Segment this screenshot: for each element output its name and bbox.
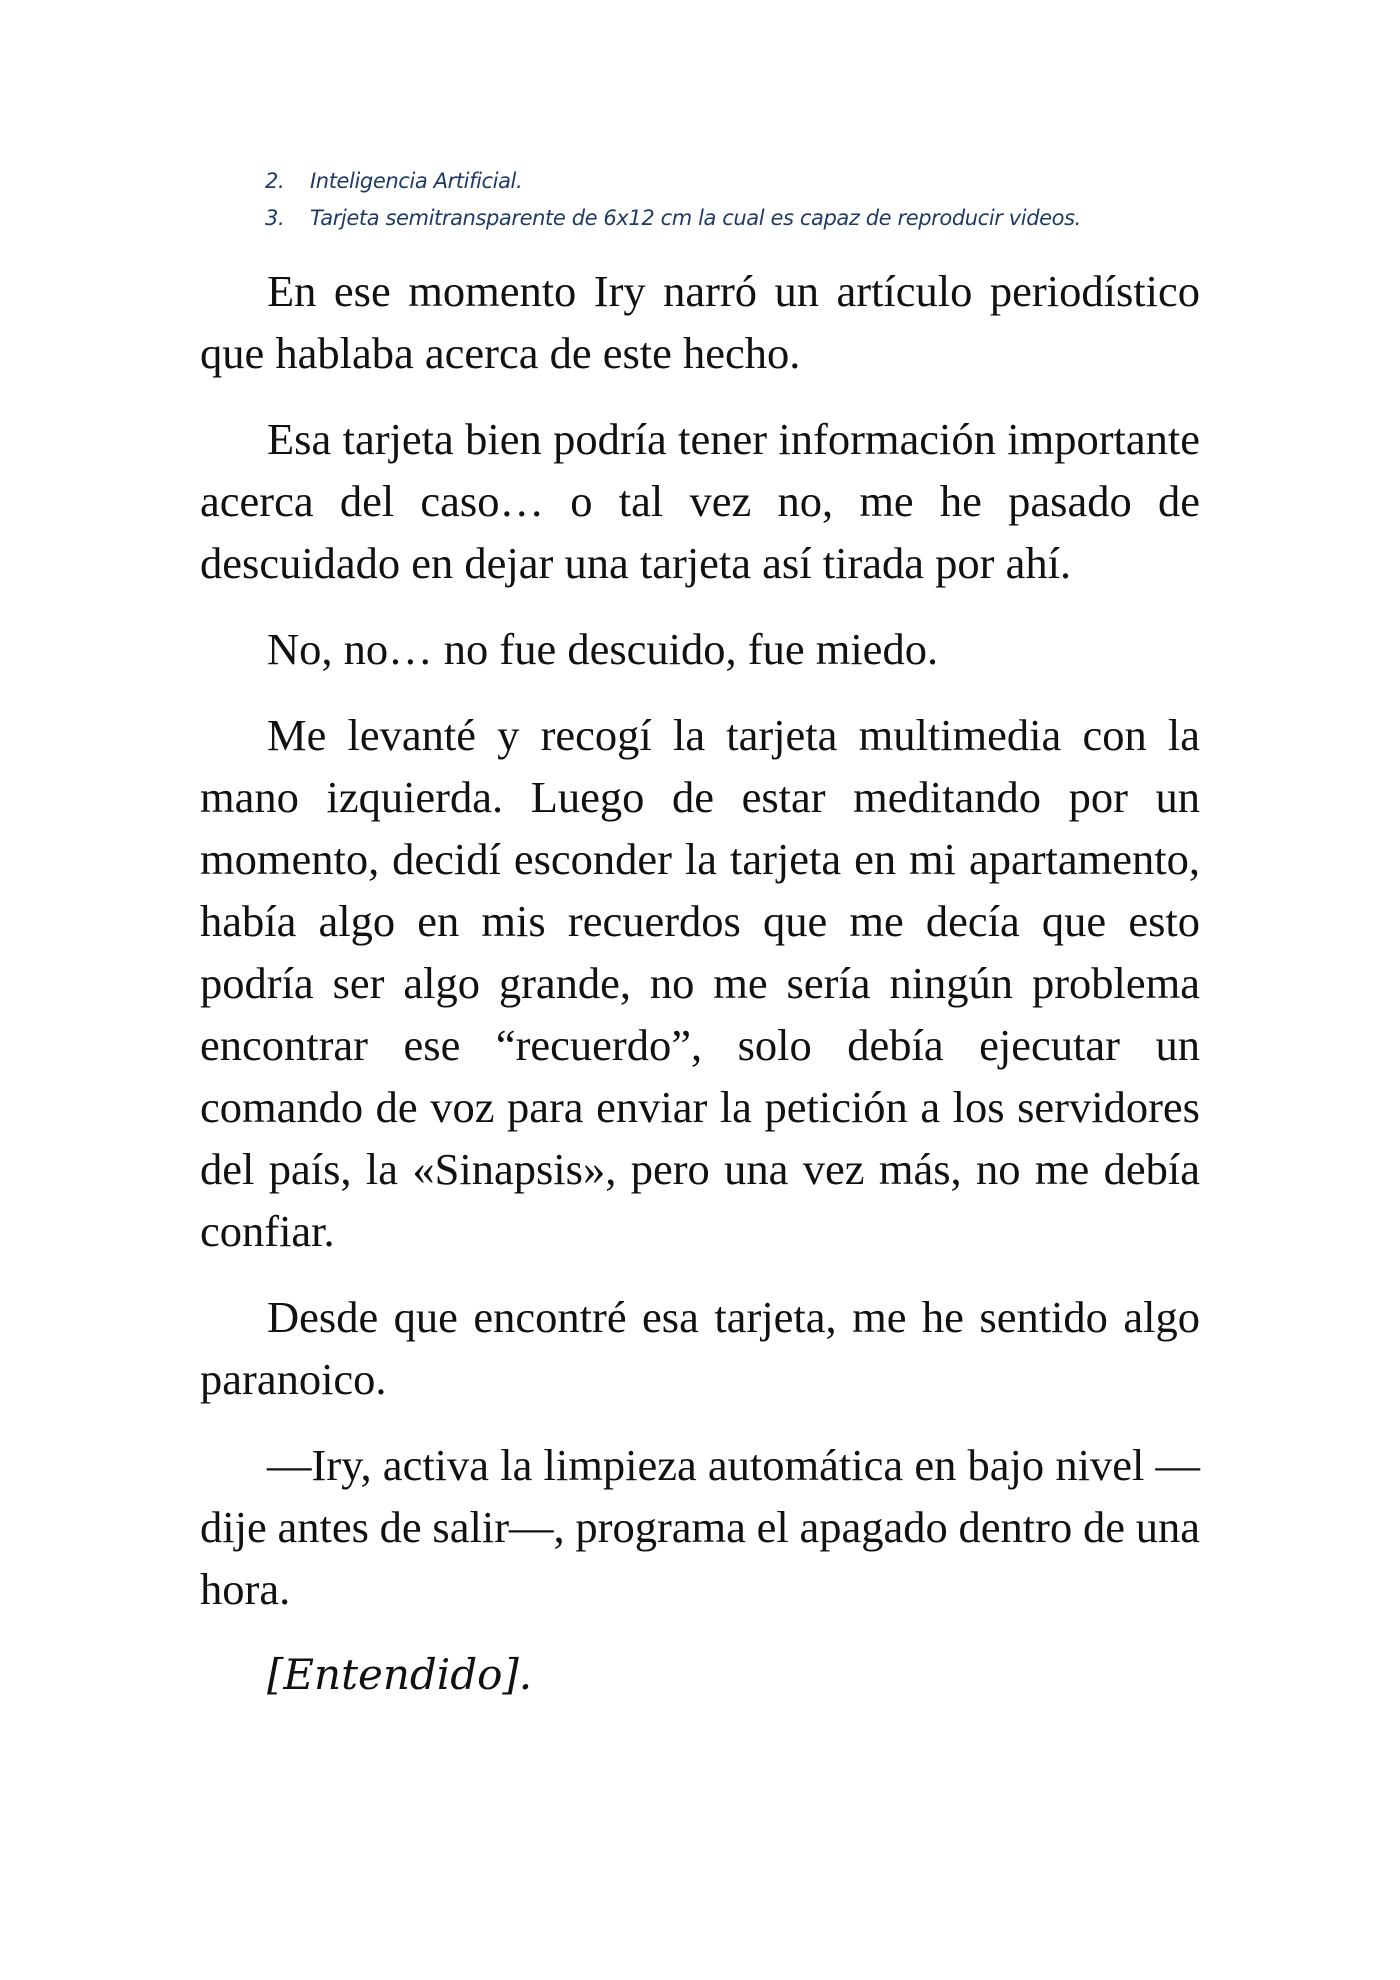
paragraph: Esa tarjeta bien podría tener información importante acerca del caso… o tal vez no, me he pasado de descuidado en dejar una tarjeta así tirada por ahí.: [200, 414, 1200, 588]
footnote-text: Inteligencia Artificial.: [310, 169, 523, 193]
paragraph: No, no… no fue descuido, fue miedo.: [267, 624, 939, 674]
system-response: [Entendido].: [267, 1650, 533, 1699]
footnote-text: Tarjeta semitransparente de 6x12 cm la cual es capaz de reproducir videos.: [310, 206, 1081, 230]
footnotes: [265, 163, 1225, 237]
paragraph: Desde que encontré esa tarjeta, me he sentido algo paranoico.: [200, 1292, 1200, 1404]
footnote-item: [265, 163, 1225, 200]
footnote-number: 2.: [265, 169, 285, 193]
dialogue-paragraph: —Iry, activa la limpieza automática en bajo nivel —dije antes de salir—, programa el apagado dentro de una hora.: [200, 1440, 1200, 1614]
paragraph: En ese momento Iry narró un artículo periodístico que hablaba acerca de este hecho.: [200, 266, 1200, 378]
footnote-number: 3.: [265, 206, 285, 230]
paragraph: Me levanté y recogí la tarjeta multimedia con la mano izquierda. Luego de estar meditando por un momento, decidí esconder la tarjeta en mi apartamento, había algo en mis recuerdos que me decía que esto podría ser algo grande, no me sería ningún problema encontrar ese “recuerdo”, solo debía ejecutar un comando de voz para enviar la petición a los servidores del país, la «Sinapsis», pero una vez más, no me debía confiar.: [200, 710, 1200, 1256]
footnote-item: [265, 200, 1225, 237]
body-text: [200, 260, 1200, 1730]
